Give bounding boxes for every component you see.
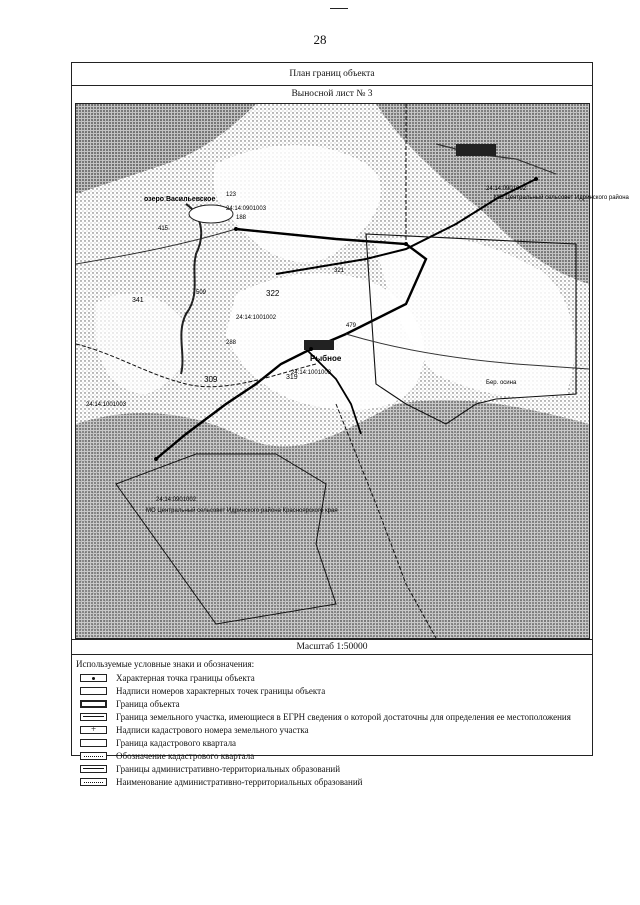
map-label-number: 341	[132, 297, 144, 304]
boundary-point	[234, 227, 238, 231]
legend	[72, 654, 592, 789]
map-label-place: Бер. осина	[486, 380, 517, 386]
legend-text: Надписи кадастрового номера земельного участка	[116, 725, 309, 735]
legend-text: Надписи номеров характерных точек границы объекта	[116, 686, 326, 696]
legend-item	[72, 685, 592, 697]
map-label-cadastral: 24:14:1001003	[291, 370, 332, 376]
map-drawing	[76, 104, 629, 638]
map-label-number: 322	[266, 289, 280, 298]
forest-area	[76, 400, 589, 638]
cadastral-map	[75, 103, 629, 639]
legend-symbol-icon	[80, 674, 107, 682]
legend-text: Граница земельного участка, имеющиеся в ЕГРН сведения о которой достаточны для определения ее местоположения	[116, 712, 571, 722]
legend-symbol-icon	[80, 739, 107, 747]
plan-frame	[71, 62, 629, 787]
legend-text: Наименование административно-территориальных образований	[116, 777, 363, 787]
plan-title: План границ объекта	[289, 69, 375, 79]
map-label-cadastral: 24:14:0901002	[486, 186, 527, 192]
map-label-cadastral: 24:14:1001002	[236, 315, 277, 321]
settlement-block	[456, 144, 496, 156]
legend-symbol-icon	[80, 752, 107, 760]
map-scale: Масштаб 1:50000	[72, 639, 592, 653]
boundary-point	[309, 347, 313, 351]
map-label-cadastral: 24:14:1001003	[86, 402, 127, 408]
boundary-point	[534, 177, 538, 181]
map-label-number: 321	[334, 268, 345, 274]
legend-text: Характерная точка границы объекта	[116, 673, 255, 683]
legend-symbol-icon	[80, 726, 107, 734]
boundary-point	[404, 242, 408, 246]
map-label-admin: МО Центральный сельсовет Идринского района Красноярского края	[146, 508, 338, 514]
legend-text: Границы административно-территориальных образований	[116, 764, 341, 774]
map-label-number: 188	[236, 215, 247, 221]
map-label-number: 123	[226, 192, 237, 198]
map-label-number: 479	[346, 323, 357, 329]
header-mark	[330, 8, 348, 9]
page-number: 28	[313, 32, 327, 47]
map-label-number: 415	[158, 226, 169, 232]
legend-symbol-icon	[80, 713, 107, 721]
legend-text: Граница объекта	[116, 699, 180, 709]
map-label-cadastral: 24:14:0901002	[156, 497, 197, 503]
map-label-number: 288	[226, 340, 237, 346]
sheet-label: Выносной лист № 3	[72, 85, 592, 102]
legend-item	[72, 711, 592, 723]
legend-symbol-icon	[80, 700, 107, 708]
legend-text: Граница кадастрового квартала	[116, 738, 237, 748]
legend-item	[72, 724, 592, 736]
legend-items	[72, 672, 592, 788]
legend-symbol-icon	[80, 778, 107, 786]
map-label-lake: озеро Васильевское	[144, 196, 216, 203]
boundary-point	[154, 457, 158, 461]
legend-item	[72, 763, 592, 775]
map-label-number: 309	[204, 375, 218, 384]
legend-item	[72, 776, 592, 788]
legend-item	[72, 750, 592, 762]
legend-symbol-icon	[80, 687, 107, 695]
legend-item	[72, 672, 592, 684]
map-label-cadastral: 24:14:0901003	[226, 206, 267, 212]
map-label-admin: МО Центральный сельсовет Идринского района	[494, 195, 629, 201]
map-label-number: 319	[286, 374, 298, 381]
map-label-number: 509	[196, 290, 207, 296]
legend-item	[72, 737, 592, 749]
settlement-block	[304, 340, 334, 350]
legend-heading: Используемые условные знаки и обозначения:	[76, 659, 255, 669]
legend-symbol-icon	[80, 765, 107, 773]
legend-text: Обозначение кадастрового квартала	[116, 751, 255, 761]
map-label-settlement: Рыбное	[310, 354, 342, 363]
legend-item	[72, 698, 592, 710]
